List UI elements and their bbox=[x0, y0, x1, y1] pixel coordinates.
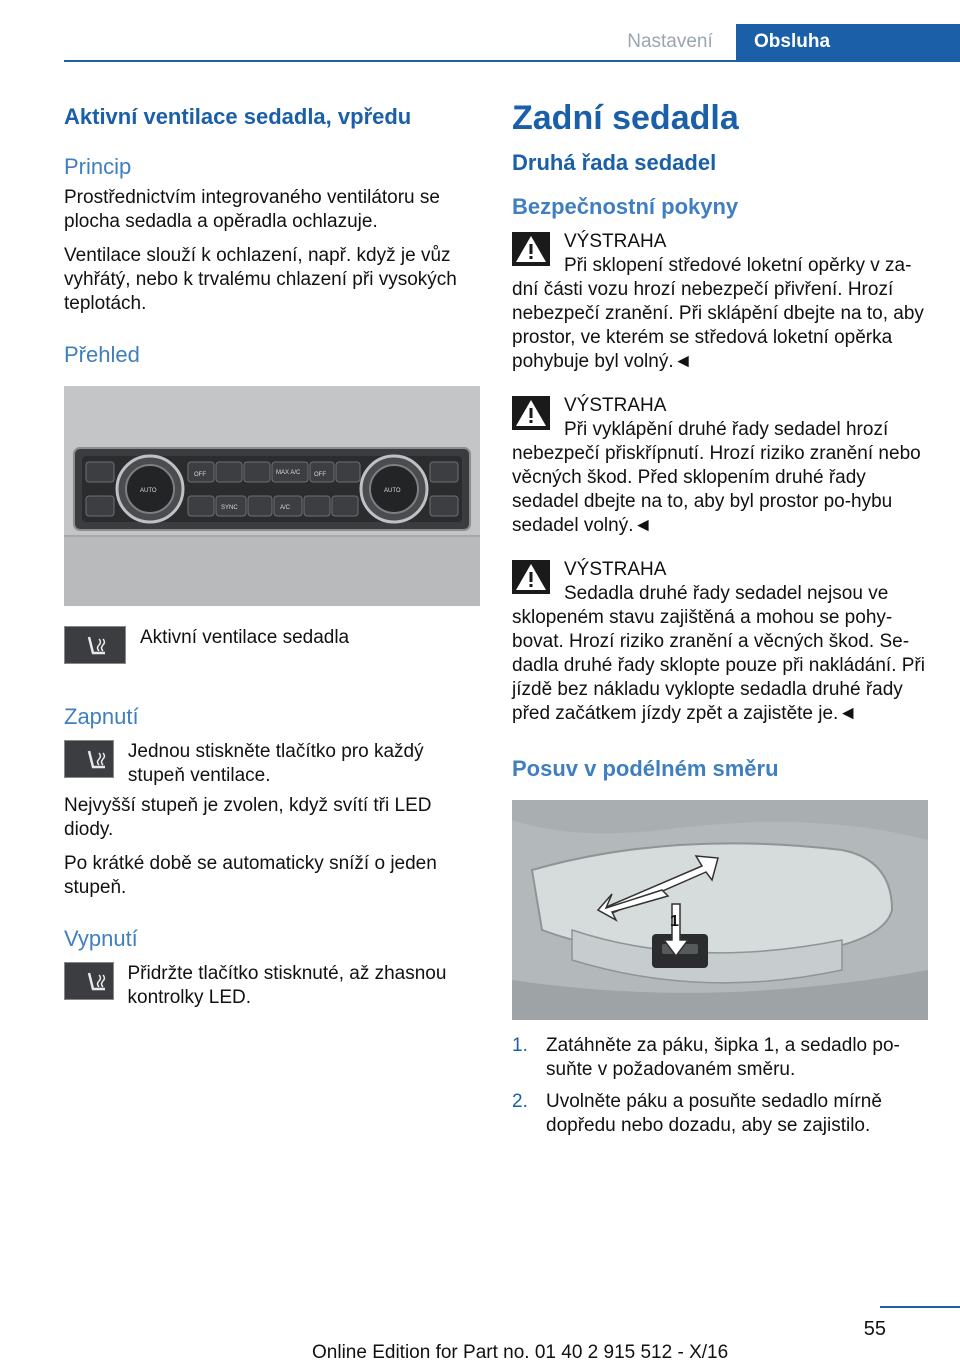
warning-text-1: Při sklopení středové loketní opěrky v za‐dní části vozu hrozí nebezpečí přivření. Hrozí nebezpečí zranění. Při sklápění dbejte na to, aby prostor, ve kterém se středová loketní opěrka pohybuje byl volný.◄ bbox=[512, 255, 924, 372]
section-title-ventilation: Aktivní ventilace sedadla, vpředu bbox=[64, 104, 412, 129]
warning-block-3 bbox=[512, 558, 930, 582]
warning-text-3: Sedadla druhé řady sedadel nejsou ve sklopeném stavu zajištěná a mohou se pohy‐bovat. Hrozí riziko zranění a věcných škod. Se‐dadla druhé řady sklopte pouze při nakládání. Při jízdě bez nákladu vyklopte sedadla druhé řady před začátkem jízdy zpět a zajistěte je.◄ bbox=[512, 583, 925, 724]
seat-ventilation-button-icon bbox=[64, 962, 114, 1000]
heading-princip: Princip bbox=[64, 154, 132, 179]
climate-panel-figure bbox=[64, 386, 480, 606]
overview-label: Aktivní ventilace sedadla bbox=[140, 627, 350, 648]
princip-paragraph-1: Prostřednictvím integrovaného ventilátoru se plocha sedadla a opěradla ochlazuje. bbox=[64, 187, 440, 232]
warning-triangle-icon bbox=[512, 560, 550, 594]
list-item bbox=[512, 1034, 930, 1082]
panel-label-ac: A/C bbox=[280, 505, 291, 511]
tab-obsluha[interactable]: Obsluha bbox=[736, 24, 960, 60]
page-header bbox=[0, 0, 960, 62]
zapnuti-instruction: Jednou stiskněte tlačítko pro každý stupeň ventilace. bbox=[127, 741, 424, 786]
panel-label-auto-left: AUTO bbox=[140, 488, 157, 494]
steps-list bbox=[512, 1034, 930, 1138]
vypnuti-row bbox=[64, 962, 482, 1010]
panel-label-off-right: OFF bbox=[314, 472, 326, 478]
subtitle-druha-rada: Druhá řada sedadel bbox=[512, 150, 717, 175]
panel-label-sync: SYNC bbox=[221, 505, 238, 511]
heading-bezpecnostni-pokyny: Bezpečnostní pokyny bbox=[512, 194, 739, 219]
tab-nastaveni[interactable]: Nastavení bbox=[627, 31, 713, 52]
seat-ventilation-button-icon bbox=[64, 740, 114, 778]
footer-rule bbox=[880, 1306, 960, 1308]
seat-adjust-illustration bbox=[512, 800, 928, 1020]
zapnuti-paragraph-1: Nejvyšší stupeň je zvolen, když svítí tři LED diody. bbox=[64, 795, 432, 840]
warning-label: VÝSTRAHA bbox=[564, 231, 667, 252]
left-column bbox=[64, 96, 482, 1010]
step-text: Uvolněte páku a posuňte sedadlo mírně dopředu nebo dozadu, aby se zajistilo. bbox=[546, 1091, 882, 1136]
heading-posuv: Posuv v podélném směru bbox=[512, 756, 779, 781]
title-zadni-sedadla: Zadní sedadla bbox=[512, 99, 739, 137]
warning-triangle-icon bbox=[512, 396, 550, 430]
warning-triangle-icon bbox=[512, 232, 550, 266]
heading-prehled: Přehled bbox=[64, 342, 140, 367]
list-item bbox=[512, 1090, 930, 1138]
heading-vypnuti: Vypnutí bbox=[64, 926, 138, 951]
zapnuti-paragraph-2: Po krátké době se automaticky sníží o jeden stupeň. bbox=[64, 853, 437, 898]
photo-arrow-label: 1 bbox=[670, 913, 679, 930]
warning-block-2 bbox=[512, 394, 930, 418]
header-rule bbox=[64, 60, 960, 62]
step-number: 1. bbox=[512, 1035, 528, 1056]
vypnuti-instruction: Přidržte tlačítko stisknuté, až zhasnou kontrolky LED. bbox=[127, 963, 447, 1008]
climate-panel-illustration bbox=[64, 386, 480, 606]
page-number: 55 bbox=[863, 1318, 886, 1340]
step-text: Zatáhněte za páku, šipka 1, a sedadlo po‐suňte v požadovaném směru. bbox=[546, 1035, 900, 1080]
panel-label-auto-right: AUTO bbox=[384, 488, 401, 494]
seat-adjust-photo bbox=[512, 800, 928, 1020]
warning-text-2: Při vyklápění druhé řady sedadel hrozí nebezpečí přiskřípnutí. Hrozí riziko zranění nebo věcných škod. Před sklopením druhé řady sedadel dbejte na to, aby byl prostor po‐hybu sedadel volný.◄ bbox=[512, 419, 921, 536]
warning-label: VÝSTRAHA bbox=[564, 395, 667, 416]
warning-label: VÝSTRAHA bbox=[564, 559, 667, 580]
zapnuti-row bbox=[64, 740, 482, 788]
panel-label-max-ac: MAX A/C bbox=[276, 470, 301, 476]
step-number: 2. bbox=[512, 1091, 528, 1112]
edition-line: Online Edition for Part no. 01 40 2 915 512 - X/16 bbox=[312, 1342, 729, 1362]
overview-legend-row bbox=[64, 626, 482, 664]
warning-block-1 bbox=[512, 230, 930, 254]
heading-zapnuti: Zapnutí bbox=[64, 704, 139, 729]
seat-ventilation-button-icon bbox=[64, 626, 126, 664]
right-column bbox=[512, 96, 930, 1138]
panel-label-off-left: OFF bbox=[194, 472, 206, 478]
princip-paragraph-2: Ventilace slouží k ochlazení, např. když je vůz vyhřátý, nebo k trvalému chlazení při vysokých teplotách. bbox=[64, 245, 457, 314]
